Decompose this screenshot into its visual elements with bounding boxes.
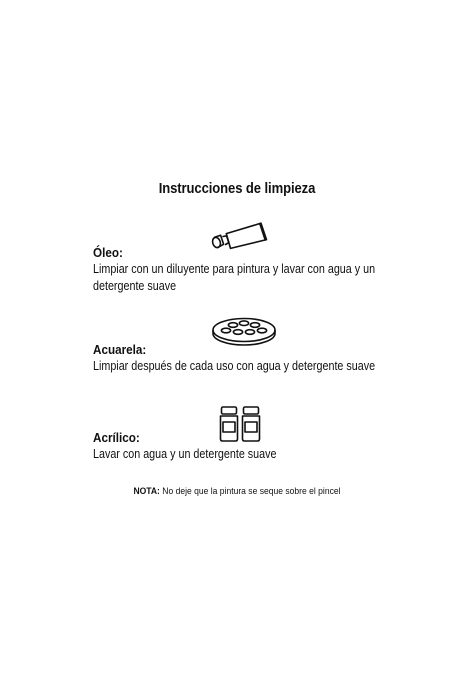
note-text: No deje que la pintura se seque sobre el pincel — [162, 486, 341, 497]
section-heading: Acuarela: — [93, 342, 147, 357]
section-text: Limpiar después de cada uso con agua y detergente suave — [93, 359, 376, 373]
section-acuarela — [93, 341, 423, 375]
section-acrilico — [93, 429, 423, 463]
section-oleo — [93, 244, 423, 295]
section-heading: Óleo: — [93, 245, 123, 260]
section-text: Limpiar con un diluyente para pintura y lavar con agua y un detergente suave — [93, 262, 376, 293]
note-label: NOTA: — [133, 486, 160, 497]
note — [24, 486, 451, 497]
section-heading: Acrílico: — [93, 430, 140, 445]
section-text: Lavar con agua y un detergente suave — [93, 447, 277, 461]
page-title: Instrucciones de limpieza — [158, 181, 316, 197]
